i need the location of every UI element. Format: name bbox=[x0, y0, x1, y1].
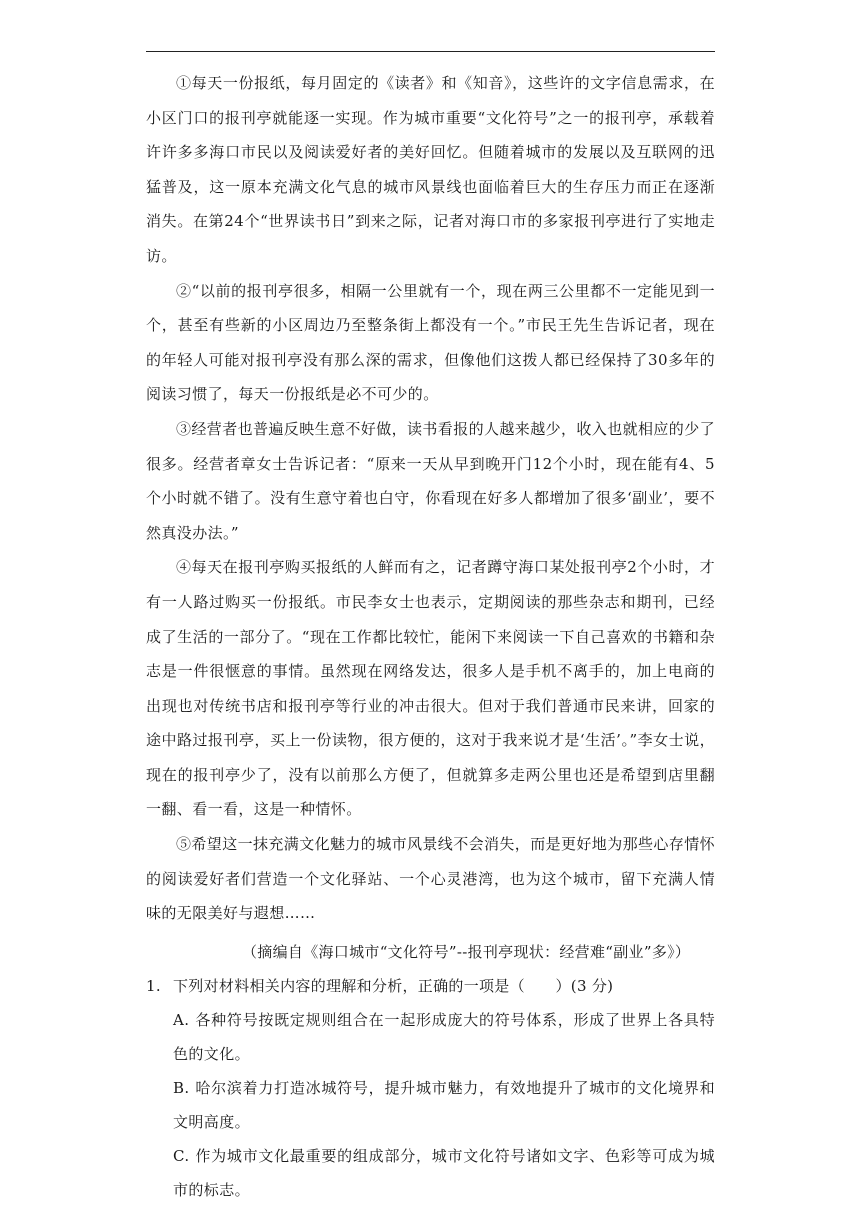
option-c bbox=[173, 1139, 715, 1207]
option-c-label: C. bbox=[173, 1146, 190, 1165]
paragraph-5: ⑤希望这一抹充满文化魅力的城市风景线不会消失，而是更好地为那些心存情怀的阅读爱好者们营造一个文化驿站、一个心灵港湾，也为这个城市，留下充满人情味的无限美好与遐想…… bbox=[146, 835, 716, 923]
option-a bbox=[173, 1003, 715, 1071]
header-rule bbox=[146, 51, 715, 52]
paragraph-4: ④每天在报刊亭购买报纸的人鲜而有之，记者蹲守海口某处报刊亭2个小时，才有一人路过购买一份报纸。市民李女士也表示，定期阅读的那些杂志和期刊，已经成了生活的一部分了。“现在工作都比较忙，能闲下来阅读一下自己喜欢的书籍和杂志是一件很惬意的事情。虽然现在网络发达，很多人是手机不离手的，加上电商的出现也对传统书店和报刊亭等行业的冲击很大。但对于我们普通市民来讲，回家的途中路过报刊亭，买上一份读物，很方便的，这对于我来说才是‘生活’。”李女士说，现在的报刊亭少了，没有以前那么方便了，但就算多走两公里也还是希望到店里翻一翻、看一看，这是一种情怀。 bbox=[146, 558, 715, 819]
answer-options bbox=[146, 1003, 715, 1207]
option-b bbox=[173, 1071, 715, 1139]
option-b-label: B. bbox=[173, 1078, 190, 1097]
question-number: 1. bbox=[146, 976, 161, 995]
question-text: 下列对材料相关内容的理解和分析，正确的一项是（ ）(3 分) bbox=[173, 976, 614, 995]
question-1 bbox=[146, 969, 715, 1207]
paragraph-3: ③经营者也普遍反映生意不好做，读书看报的人越来越少，收入也就相应的少了很多。经营者章女士告诉记者：“原来一天从早到晚开门12个小时，现在能有4、5个小时就不错了。没有生意守着也白守，你看现在好多人都增加了很多‘副业’，要不然真没办法。” bbox=[146, 419, 716, 542]
option-a-text: 各种符号按既定规则组合在一起形成庞大的符号体系，形成了世界上各具特色的文化。 bbox=[173, 1010, 715, 1063]
option-a-label: A. bbox=[173, 1010, 190, 1029]
option-c-text: 作为城市文化最重要的组成部分，城市文化符号诸如文字、色彩等可成为城市的标志。 bbox=[173, 1146, 715, 1199]
document-body bbox=[146, 66, 715, 1207]
source-citation: （摘编自《海口城市“文化符号”--报刊亭现状：经营难“副业”多》） bbox=[242, 942, 691, 961]
option-b-text: 哈尔滨着力打造冰城符号，提升城市魅力，有效地提升了城市的文化境界和文明高度。 bbox=[173, 1078, 715, 1131]
paragraph-1: ①每天一份报纸，每月固定的《读者》和《知音》，这些许的文字信息需求，在小区门口的报刊亭就能逐一实现。作为城市重要“文化符号”之一的报刊亭，承载着许许多多海口市民以及阅读爱好者的美好回忆。但随着城市的发展以及互联网的迅猛普及，这一原本充满文化气息的城市风景线也面临着巨大的生存压力而正在逐渐消失。在第24个“世界读书日”到来之际，记者对海口市的多家报刊亭进行了实地走访。 bbox=[146, 74, 715, 265]
paragraph-2: ②“以前的报刊亭很多，相隔一公里就有一个，现在两三公里都不一定能见到一个，甚至有些新的小区周边乃至整条街上都没有一个。”市民王先生告诉记者，现在的年轻人可能对报刊亭没有那么深的需求，但像他们这拨人都已经保持了30多年的阅读习惯了，每天一份报纸是必不可少的。 bbox=[146, 281, 715, 404]
